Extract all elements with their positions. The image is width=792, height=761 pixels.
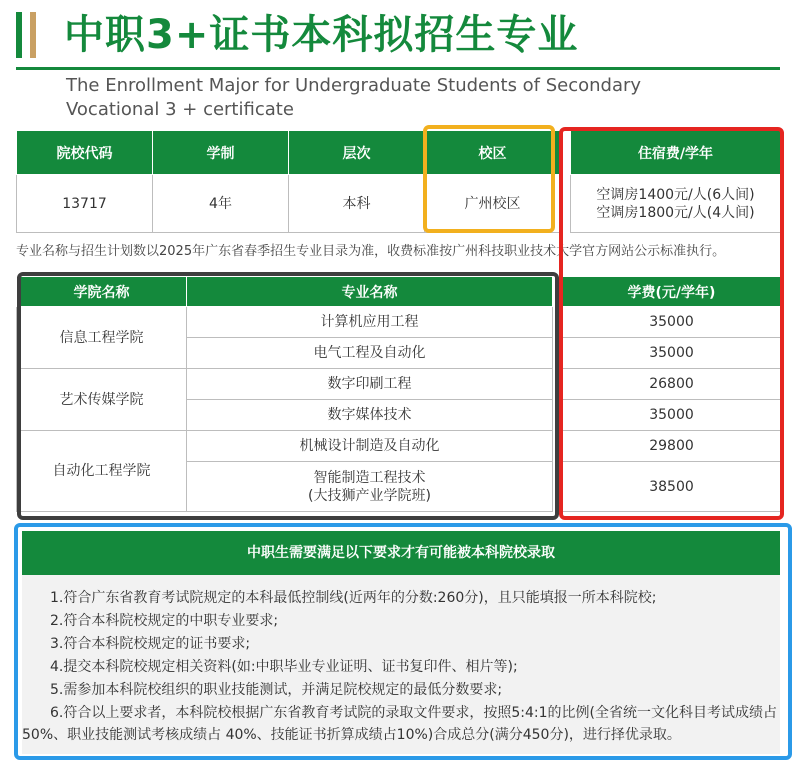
college-cell: 艺术传媒学院	[17, 369, 187, 431]
column-gap	[553, 277, 563, 307]
title-accent-bar-gold	[30, 12, 36, 58]
requirement-item: 3.符合本科院校规定的证书要求;	[50, 636, 251, 652]
column-gap	[553, 462, 563, 512]
major-name: 智能制造工程技术	[313, 469, 426, 486]
header-college: 学院名称	[17, 277, 187, 307]
column-gap	[553, 431, 563, 462]
major-table	[16, 276, 781, 512]
column-gap	[561, 175, 571, 233]
college-cell: 自动化工程学院	[17, 431, 187, 512]
column-gap	[553, 400, 563, 431]
column-gap	[553, 369, 563, 400]
dorm-fee-six-person: 空调房1400元/人(6人间)	[596, 186, 755, 203]
requirement-item: 4.提交本科院校规定相关资料(如:中职毕业专业证明、证书复印件、相片等);	[50, 659, 518, 675]
header-dorm-fee: 住宿费/学年	[571, 131, 781, 175]
tuition-cell: 38500	[563, 462, 781, 512]
tuition-cell: 35000	[563, 338, 781, 369]
major-cell: 计算机应用工程	[187, 307, 553, 338]
requirement-item: 5.需参加本科院校组织的职业技能测试，并满足院校规定的最低分数要求;	[50, 682, 503, 698]
header-duration: 学制	[153, 131, 289, 175]
tuition-cell: 35000	[563, 400, 781, 431]
header-school-code: 院校代码	[17, 131, 153, 175]
requirements-title: 中职生需要满足以下要求才有可能被本科院校录取	[22, 531, 780, 575]
cell-dorm-fee	[571, 175, 781, 233]
dorm-fee-four-person: 空调房1800元/人(4人间)	[596, 204, 755, 221]
info-table	[16, 130, 781, 233]
major-cell: 数字媒体技术	[187, 400, 553, 431]
major-cell: 数字印刷工程	[187, 369, 553, 400]
header-major: 专业名称	[187, 277, 553, 307]
header-campus: 校区	[425, 131, 561, 175]
header-level: 层次	[289, 131, 425, 175]
column-gap	[553, 307, 563, 338]
fee-note: 专业名称与招生计划数以2025年广东省春季招生专业目录为准，收费标准按广州科技职业技术大学官方网站公示标准执行。	[16, 244, 726, 259]
header-tuition: 学费(元/学年)	[563, 277, 781, 307]
cell-school-code: 13717	[17, 175, 153, 233]
tuition-cell: 29800	[563, 431, 781, 462]
requirement-item: 6.符合以上要求者，本科院校根据广东省教育考试院的录取文件要求，按照5:4:1的比例(全省统一文化科目考试成绩占50%、职业技能测试考核成绩占 40%、技能证书折算成绩占10%)合成总分(满分450分)，进行择优录取。	[22, 705, 777, 743]
major-cell: 电气工程及自动化	[187, 338, 553, 369]
page-subtitle: The Enrollment Major for Undergraduate Students of Secondary Vocational 3 + certificate	[66, 75, 642, 120]
title-accent-bar-green	[16, 12, 22, 58]
title-underline	[16, 67, 780, 70]
requirement-item: 2.符合本科院校规定的中职专业要求;	[50, 613, 279, 629]
major-cell	[187, 462, 553, 512]
cell-duration: 4年	[153, 175, 289, 233]
page-title: 中职3+证书本科拟招生专业	[64, 12, 579, 58]
major-subname: (大技狮产业学院班)	[308, 487, 431, 504]
cell-level: 本科	[289, 175, 425, 233]
college-cell: 信息工程学院	[17, 307, 187, 369]
tuition-cell: 26800	[563, 369, 781, 400]
cell-campus: 广州校区	[425, 175, 561, 233]
major-cell: 机械设计制造及自动化	[187, 431, 553, 462]
column-gap	[553, 338, 563, 369]
requirements-list	[22, 575, 780, 754]
tuition-cell: 35000	[563, 307, 781, 338]
column-gap	[561, 131, 571, 175]
requirement-item: 1.符合广东省教育考试院规定的本科最低控制线(近两年的分数:260分)，且只能填报一所本科院校;	[50, 590, 657, 606]
